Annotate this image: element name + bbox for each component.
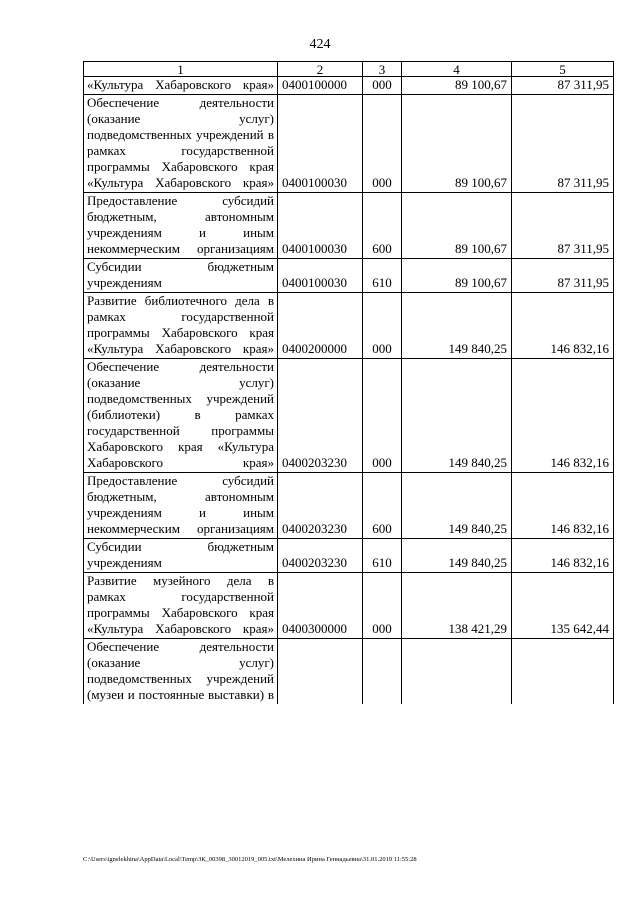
- amount-cell-1: 149 840,25: [402, 473, 512, 539]
- target-code-cell: 0400100030: [278, 259, 363, 293]
- target-code-cell: 0400203230: [278, 539, 363, 573]
- expense-type-cell: 000: [363, 573, 402, 639]
- target-code-cell: 0400300000: [278, 573, 363, 639]
- table-row: [84, 473, 614, 539]
- table-row: [84, 77, 614, 95]
- header-cell-3: 3: [363, 62, 402, 77]
- amount-cell-2: 87 311,95: [512, 193, 614, 259]
- amount-cell-2: 87 311,95: [512, 259, 614, 293]
- amount-cell-1: [402, 639, 512, 705]
- header-cell-2: 2: [278, 62, 363, 77]
- row-name-cell: Развитие библиотечного дела в рамках государственной программы Хабаровского края «Культура Хабаровского края»: [84, 293, 278, 359]
- target-code-cell: 0400100030: [278, 193, 363, 259]
- amount-cell-2: 146 832,16: [512, 293, 614, 359]
- expense-type-cell: 600: [363, 473, 402, 539]
- table-row: [84, 193, 614, 259]
- header-cell-1: 1: [84, 62, 278, 77]
- footer-file-path: C:\Users\ignelekhina\AppData\Local\Temp\ЗК_00398_30012019_005.txt\Мелехина Ирина Геннадьевна\31.01.2019 11:55:28: [83, 856, 417, 863]
- table-row: [84, 573, 614, 639]
- table-row: [84, 359, 614, 473]
- table-row: [84, 95, 614, 193]
- row-name-cell: Предоставление субсидий бюджетным, автономным учреждениям и иным некоммерческим организациям: [84, 193, 278, 259]
- amount-cell-2: 146 832,16: [512, 473, 614, 539]
- header-row: [84, 62, 614, 77]
- expense-type-cell: 610: [363, 259, 402, 293]
- table-row: [84, 539, 614, 573]
- amount-cell-2: 146 832,16: [512, 359, 614, 473]
- table-row: [84, 259, 614, 293]
- amount-cell-1: 149 840,25: [402, 539, 512, 573]
- table-row: [84, 293, 614, 359]
- row-name-cell: Субсидии бюджетным учреждениям: [84, 259, 278, 293]
- page-number: 424: [309, 37, 331, 52]
- expense-type-cell: 000: [363, 359, 402, 473]
- target-code-cell: 0400100030: [278, 95, 363, 193]
- row-name-cell: Обеспечение деятельности (оказание услуг) подведомственных учреждений в рамках государственной программы Хабаровского края «Культура Хабаровского края»: [84, 95, 278, 193]
- header-cell-5: 5: [512, 62, 614, 77]
- target-code-cell: 0400100000: [278, 77, 363, 95]
- row-name-cell: Обеспечение деятельности (оказание услуг) подведомственных учреждений (музеи и постоянные выставки) в: [84, 639, 278, 705]
- expense-type-cell: 000: [363, 95, 402, 193]
- expense-type-cell: 000: [363, 77, 402, 95]
- target-code-cell: 0400203230: [278, 359, 363, 473]
- amount-cell-2: [512, 639, 614, 705]
- amount-cell-2: 146 832,16: [512, 539, 614, 573]
- table-row: [84, 639, 614, 705]
- row-name-cell: Обеспечение деятельности (оказание услуг) подведомственных учреждений (библиотеки) в рамках государственной программы Хабаровского края «Культура Хабаровского края»: [84, 359, 278, 473]
- row-name-cell: Развитие музейного дела в рамках государственной программы Хабаровского края «Культура Хабаровского края»: [84, 573, 278, 639]
- amount-cell-1: 138 421,29: [402, 573, 512, 639]
- row-name-cell: Предоставление субсидий бюджетным, автономным учреждениям и иным некоммерческим организациям: [84, 473, 278, 539]
- budget-table: [83, 61, 614, 704]
- amount-cell-1: 149 840,25: [402, 293, 512, 359]
- amount-cell-1: 89 100,67: [402, 95, 512, 193]
- expense-type-cell: 000: [363, 293, 402, 359]
- row-name-cell: Субсидии бюджетным учреждениям: [84, 539, 278, 573]
- amount-cell-2: 135 642,44: [512, 573, 614, 639]
- target-code-cell: 0400203230: [278, 473, 363, 539]
- amount-cell-1: 89 100,67: [402, 77, 512, 95]
- target-code-cell: [278, 639, 363, 705]
- expense-type-cell: 610: [363, 539, 402, 573]
- amount-cell-1: 89 100,67: [402, 259, 512, 293]
- target-code-cell: 0400200000: [278, 293, 363, 359]
- expense-type-cell: [363, 639, 402, 705]
- amount-cell-1: 89 100,67: [402, 193, 512, 259]
- header-cell-4: 4: [402, 62, 512, 77]
- expense-type-cell: 600: [363, 193, 402, 259]
- amount-cell-1: 149 840,25: [402, 359, 512, 473]
- row-name-cell: «Культура Хабаровского края»: [84, 77, 278, 95]
- amount-cell-2: 87 311,95: [512, 77, 614, 95]
- amount-cell-2: 87 311,95: [512, 95, 614, 193]
